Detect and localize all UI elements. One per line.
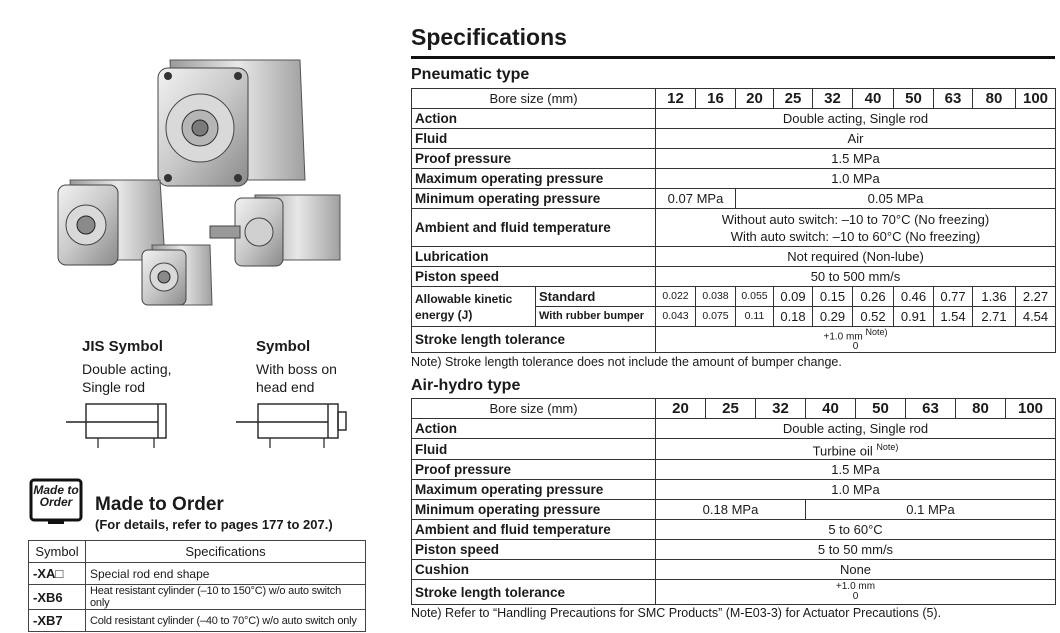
made-to-order-subtitle: (For details, refer to pages 177 to 207.) [95, 517, 333, 532]
ke-cell: 0.18 [774, 307, 813, 327]
ke-cell: 0.26 [853, 287, 894, 307]
row-label: Action [412, 109, 656, 129]
row-label: Stroke length tolerance [412, 327, 656, 353]
ke-cell: 0.022 [656, 287, 696, 307]
airhydro-note: Note) Refer to “Handling Precautions for SMC Products” (M-E03-3) for Actuator Precautions (5). [411, 606, 942, 620]
row-value: 0.07 MPa [656, 189, 736, 209]
made-to-order-title: Made to Order [95, 494, 224, 515]
ke-cell: 0.46 [894, 287, 934, 307]
temp-line2: With auto switch: –10 to 60°C (No freezing) [730, 228, 981, 244]
bore-cell: 80 [973, 89, 1016, 109]
row-label: Lubrication [412, 247, 656, 267]
row-value: 1.5 MPa [656, 460, 1056, 480]
bore-cell: 50 [856, 399, 906, 419]
table-row [412, 267, 1056, 287]
bore-cell: 80 [956, 399, 1006, 419]
table-row [412, 520, 1056, 540]
ke-rubber-label: With rubber bumper [536, 307, 656, 327]
row-label: Ambient and fluid temperature [412, 520, 656, 540]
pneumatic-note: Note) Stroke length tolerance does not include the amount of bumper change. [411, 355, 842, 369]
row-label: Fluid [412, 439, 656, 460]
airhydro-spec-table [411, 398, 1056, 605]
boss-symbol-title: Symbol [256, 338, 311, 355]
boss-symbol-desc-line2: head end [256, 379, 315, 395]
table-row [412, 247, 1056, 267]
fluid-value [656, 439, 1056, 460]
table-row [29, 610, 366, 632]
large-cylinder [158, 60, 305, 186]
mto-header-row [29, 541, 366, 563]
row-label: Maximum operating pressure [412, 169, 656, 189]
row-value: 0.1 MPa [806, 500, 1056, 520]
ke-label-line2: energy (J) [415, 307, 473, 322]
bore-cell: 25 [706, 399, 756, 419]
bore-cell: 20 [736, 89, 774, 109]
badge-line2: Order [39, 495, 73, 509]
ke-standard-label: Standard [536, 287, 656, 307]
kinetic-energy-label [412, 287, 536, 327]
bore-cell: 50 [894, 89, 934, 109]
table-row [412, 540, 1056, 560]
row-value: Double acting, Single rod [656, 419, 1056, 439]
bore-cell: 100 [1006, 399, 1056, 419]
mto-symbol: -XA□ [29, 563, 86, 585]
row-value: Air [656, 129, 1056, 149]
table-row [412, 500, 1056, 520]
airhydro-section-title: Air-hydro type [411, 377, 521, 394]
ke-cell: 0.77 [934, 287, 973, 307]
bore-cell: 100 [1016, 89, 1056, 109]
bore-cell: 32 [813, 89, 853, 109]
bore-cell: 20 [656, 399, 706, 419]
ke-cell: 1.54 [934, 307, 973, 327]
mto-spec: Heat resistant cylinder (–10 to 150°C) w/o auto switch only [86, 585, 366, 610]
stroke-tolerance-value [656, 327, 1056, 353]
row-label: Action [412, 419, 656, 439]
small-cylinder [142, 245, 212, 305]
table-row [412, 419, 1056, 439]
made-to-order-badge [28, 474, 84, 526]
row-value: 1.0 MPa [656, 480, 1056, 500]
ke-cell: 4.54 [1016, 307, 1056, 327]
jis-symbol-desc-line2: Single rod [82, 379, 146, 395]
row-value: 1.0 MPa [656, 169, 1056, 189]
pneumatic-section-title: Pneumatic type [411, 66, 530, 83]
row-value: Double acting, Single rod [656, 109, 1056, 129]
table-row [412, 129, 1056, 149]
table-row [412, 287, 1056, 307]
stroke-zero: 0 [852, 591, 859, 603]
mto-spec: Cold resistant cylinder (–40 to 70°C) w/o auto switch only [86, 610, 366, 632]
table-row [412, 580, 1056, 605]
row-label: Proof pressure [412, 149, 656, 169]
bore-size-label: Bore size (mm) [412, 89, 656, 109]
row-label: Fluid [412, 129, 656, 149]
ke-cell: 2.27 [1016, 287, 1056, 307]
mto-spec: Special rod end shape [86, 563, 366, 585]
row-value: 5 to 60°C [656, 520, 1056, 540]
ke-cell: 0.09 [774, 287, 813, 307]
ke-cell: 0.91 [894, 307, 934, 327]
ke-cell: 1.36 [973, 287, 1016, 307]
ke-cell: 0.15 [813, 287, 853, 307]
bore-cell: 25 [774, 89, 813, 109]
jis-symbol-title: JIS Symbol [82, 338, 163, 355]
mto-head-symbol: Symbol [29, 541, 86, 563]
mto-symbol: -XB6 [29, 585, 86, 610]
ke-cell: 0.075 [696, 307, 736, 327]
stroke-plus: +1.0 mm [835, 581, 876, 593]
boss-symbol-desc-line1: With boss on [256, 361, 337, 377]
table-row [412, 189, 1056, 209]
ke-label-line1: Allowable kinetic [415, 291, 513, 306]
fluid-note-marker: Note) [876, 442, 899, 452]
table-row [29, 563, 366, 585]
jis-cylinder-symbol [60, 396, 180, 456]
row-label: Ambient and fluid temperature [412, 209, 656, 247]
row-label: Minimum operating pressure [412, 189, 656, 209]
table-row [412, 109, 1056, 129]
bore-cell: 40 [806, 399, 856, 419]
stroke-plus: +1.0 mm [823, 331, 863, 343]
bore-cell: 63 [934, 89, 973, 109]
table-row [412, 209, 1056, 247]
mto-head-spec: Specifications [86, 541, 366, 563]
page-title: Specifications [411, 24, 567, 50]
fluid-text: Turbine oil [812, 443, 873, 459]
row-label: Maximum operating pressure [412, 480, 656, 500]
boss-cylinder-symbol [232, 396, 362, 456]
title-rule [411, 56, 1055, 59]
table-row [412, 460, 1056, 480]
ke-cell: 0.11 [736, 307, 774, 327]
table-row [412, 560, 1056, 580]
table-row [412, 169, 1056, 189]
table-row [412, 480, 1056, 500]
bore-cell: 63 [906, 399, 956, 419]
bore-cell: 12 [656, 89, 696, 109]
table-row [29, 585, 366, 610]
bore-cell: 16 [696, 89, 736, 109]
bore-cell: 32 [756, 399, 806, 419]
row-label: Piston speed [412, 540, 656, 560]
temperature-value [656, 209, 1056, 247]
cylinder-product-photo [40, 40, 350, 330]
bore-size-label: Bore size (mm) [412, 399, 656, 419]
ke-cell: 0.29 [813, 307, 853, 327]
row-value: 1.5 MPa [656, 149, 1056, 169]
bore-cell: 40 [853, 89, 894, 109]
ke-cell: 0.043 [656, 307, 696, 327]
row-label: Minimum operating pressure [412, 500, 656, 520]
stroke-tolerance-value [656, 580, 1056, 605]
row-value: 0.18 MPa [656, 500, 806, 520]
row-value: 0.05 MPa [736, 189, 1056, 209]
temp-line1: Without auto switch: –10 to 70°C (No freezing) [721, 211, 990, 227]
table-row [412, 149, 1056, 169]
ke-cell: 0.52 [853, 307, 894, 327]
jis-symbol-desc-line1: Double acting, [82, 361, 172, 377]
made-to-order-table [28, 540, 366, 632]
row-label: Cushion [412, 560, 656, 580]
row-label: Proof pressure [412, 460, 656, 480]
table-row [412, 439, 1056, 460]
row-label: Stroke length tolerance [412, 580, 656, 605]
badge-line1: Made to [33, 483, 79, 497]
ke-cell: 0.055 [736, 287, 774, 307]
table-row [412, 89, 1056, 109]
row-label: Piston speed [412, 267, 656, 287]
stroke-note-marker: Note) [865, 327, 888, 337]
ke-cell: 2.71 [973, 307, 1016, 327]
row-value: None [656, 560, 1056, 580]
row-value: 50 to 500 mm/s [656, 267, 1056, 287]
stroke-zero: 0 [852, 341, 859, 353]
table-row [412, 327, 1056, 353]
boss-cylinder [210, 195, 340, 266]
mto-symbol: -XB7 [29, 610, 86, 632]
row-value: Not required (Non-lube) [656, 247, 1056, 267]
pneumatic-spec-table [411, 88, 1056, 353]
table-row [412, 399, 1056, 419]
row-value: 5 to 50 mm/s [656, 540, 1056, 560]
ke-cell: 0.038 [696, 287, 736, 307]
